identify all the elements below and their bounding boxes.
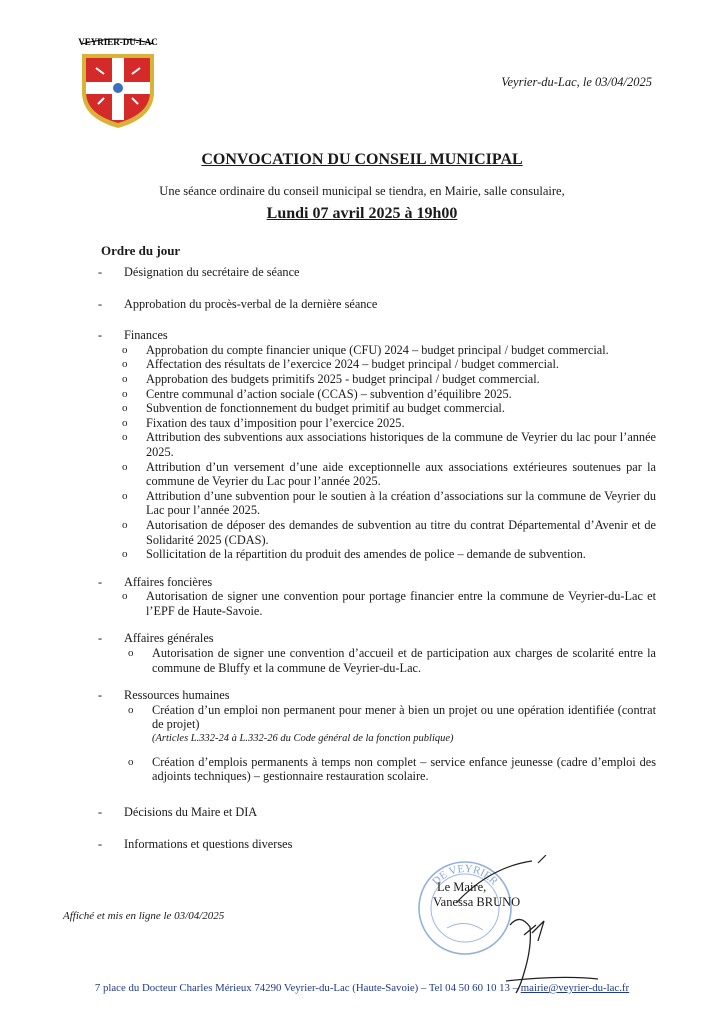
legal-reference-note: (Articles L.332-24 à L.332-26 du Code général de la fonction publique): [152, 733, 454, 745]
list-item: o Fixation des taux d’imposition pour l’exercice 2025.: [122, 415, 405, 430]
dash-marker: -: [98, 328, 103, 343]
bullet-marker: o: [122, 343, 128, 356]
list-item: o Autorisation de signer une convention d’accueil et de participation aux charges de scolarité entre la commune de Bluffy et la commune de Veyrier-du-Lac.: [128, 646, 656, 675]
list-item: o Subvention de fonctionnement du budget primitif au budget commercial.: [122, 401, 505, 416]
bullet-marker: o: [122, 358, 128, 371]
list-item: o Attribution d’une subvention pour le soutien à la création d’associations sur la commune de Veyrier du Lac pour l’année 2025.: [122, 488, 656, 518]
mayor-name: Vanessa BRUNO: [433, 895, 521, 909]
finances-items: [96, 343, 656, 562]
list-item: o Autorisation de déposer des demandes de subvention au titre du contrat Départemental d’Avenir et de Solidarité 2025 (CDAS).: [122, 517, 656, 547]
place-and-date: Veyrier-du-Lac, le 03/04/2025: [501, 75, 652, 89]
topic-label: Ressources humaines: [124, 688, 230, 703]
agenda-topic: [96, 265, 656, 280]
posting-notice: Affiché et mis en ligne le 03/04/2025: [63, 910, 225, 922]
ressources-humaines-items: [96, 703, 656, 784]
bullet-marker: o: [122, 460, 128, 473]
document-title: CONVOCATION DU CONSEIL MUNICIPAL: [201, 151, 523, 168]
topic-label: Affaires générales: [124, 631, 214, 646]
bullet-marker: o: [122, 372, 128, 385]
bullet-marker: o: [128, 703, 134, 716]
mayor-title: Le Maire,: [437, 880, 487, 894]
list-item: o Création d’un emploi non permanent pour mener à bien un projet ou une opération identifiée (contrat de projet) (Articles L.332-24 à L.332-26 du Code général de la fonction publique): [96, 703, 656, 747]
list-item: o Approbation des budgets primitifs 2025 - budget principal / budget commercial.: [122, 371, 540, 386]
topic-label: Approbation du procès-verbal de la dernière séance: [124, 296, 378, 311]
dash-marker: -: [98, 296, 103, 311]
list-item: o Création d’emplois permanents à temps non complet – service enfance jeunesse (cadre d’emploi des adjoints techniques) – gestionnaire restauration scolaire.: [128, 754, 656, 784]
topic-label: Informations et questions diverses: [124, 837, 293, 852]
svg-text:DE VEYRIER: DE VEYRIER: [430, 862, 500, 888]
affaires-foncieres-items: [96, 589, 656, 618]
agenda-list: [96, 265, 656, 852]
list-item: o Sollicitation de la répartition du produit des amendes de police – demande de subvention.: [122, 547, 586, 562]
bullet-marker: o: [122, 431, 128, 444]
footer-contact: [0, 982, 724, 994]
affaires-generales-items: [96, 646, 656, 675]
bullet-marker: o: [128, 647, 134, 660]
dash-marker: -: [98, 804, 103, 819]
agenda-heading: Ordre du jour: [101, 243, 181, 258]
meeting-date: Lundi 07 avril 2025 à 19h00: [266, 205, 458, 222]
topic-label: Finances: [124, 328, 168, 343]
agenda-topic: [96, 837, 656, 852]
topic-label: Décisions du Maire et DIA: [124, 804, 258, 819]
agenda-topic-affaires-foncieres: [96, 575, 656, 590]
bullet-marker: o: [122, 590, 128, 603]
agenda-topic-ressources-humaines: [96, 688, 656, 703]
intro-text: Une séance ordinaire du conseil municipal se tiendra, en Mairie, salle consulaire,: [159, 184, 565, 198]
footer-address: 7 place du Docteur Charles Mérieux 74290 Veyrier-du-Lac (Haute-Savoie) – Tel 04 50 60 10 13 –: [94, 982, 521, 994]
list-item: o Attribution d’un versement d’une aide exceptionnelle aux associations extérieures soutenues par la commune de Veyrier du Lac pour l’année 2025.: [122, 459, 656, 489]
bullet-marker: o: [122, 489, 128, 502]
bullet-marker: o: [122, 548, 128, 561]
bullet-marker: o: [122, 416, 128, 429]
list-item: o Autorisation de signer une convention pour portage financier entre la commune de Veyrier-du-Lac et l’EPF de Haute-Savoie.: [122, 589, 656, 618]
handwritten-signature: [420, 855, 600, 995]
bullet-marker: o: [128, 755, 134, 768]
email-link[interactable]: mairie@veyrier-du-lac.fr: [520, 982, 630, 994]
agenda-topic-finances: [96, 328, 656, 343]
topic-label: Désignation du secrétaire de séance: [124, 265, 300, 279]
dash-marker: -: [98, 688, 103, 703]
dash-marker: -: [98, 837, 103, 852]
dash-marker: -: [98, 265, 103, 279]
coat-of-arms-logo: [76, 36, 160, 130]
bullet-marker: o: [122, 387, 128, 400]
dash-marker: -: [98, 574, 103, 589]
agenda-topic: [96, 297, 656, 312]
list-item: o Attribution des subventions aux associations historiques de la commune de Veyrier du lac pour l’année 2025.: [122, 430, 656, 459]
svg-text:VEYRIER-DU-LAC: VEYRIER-DU-LAC: [78, 37, 158, 47]
agenda-topic: [96, 805, 656, 820]
topic-label: Affaires foncières: [124, 574, 213, 589]
list-item: o Centre communal d’action sociale (CCAS) – subvention d’équilibre 2025.: [122, 386, 512, 401]
agenda-topic-affaires-generales: [96, 631, 656, 646]
dash-marker: -: [98, 631, 103, 646]
bullet-marker: o: [122, 402, 128, 415]
list-item: o Affectation des résultats de l’exercice 2024 – budget principal / budget commercial.: [122, 357, 559, 372]
list-item: o Approbation du compte financier unique (CFU) 2024 – budget principal / budget commercial.: [122, 342, 609, 357]
bullet-marker: o: [122, 518, 128, 531]
